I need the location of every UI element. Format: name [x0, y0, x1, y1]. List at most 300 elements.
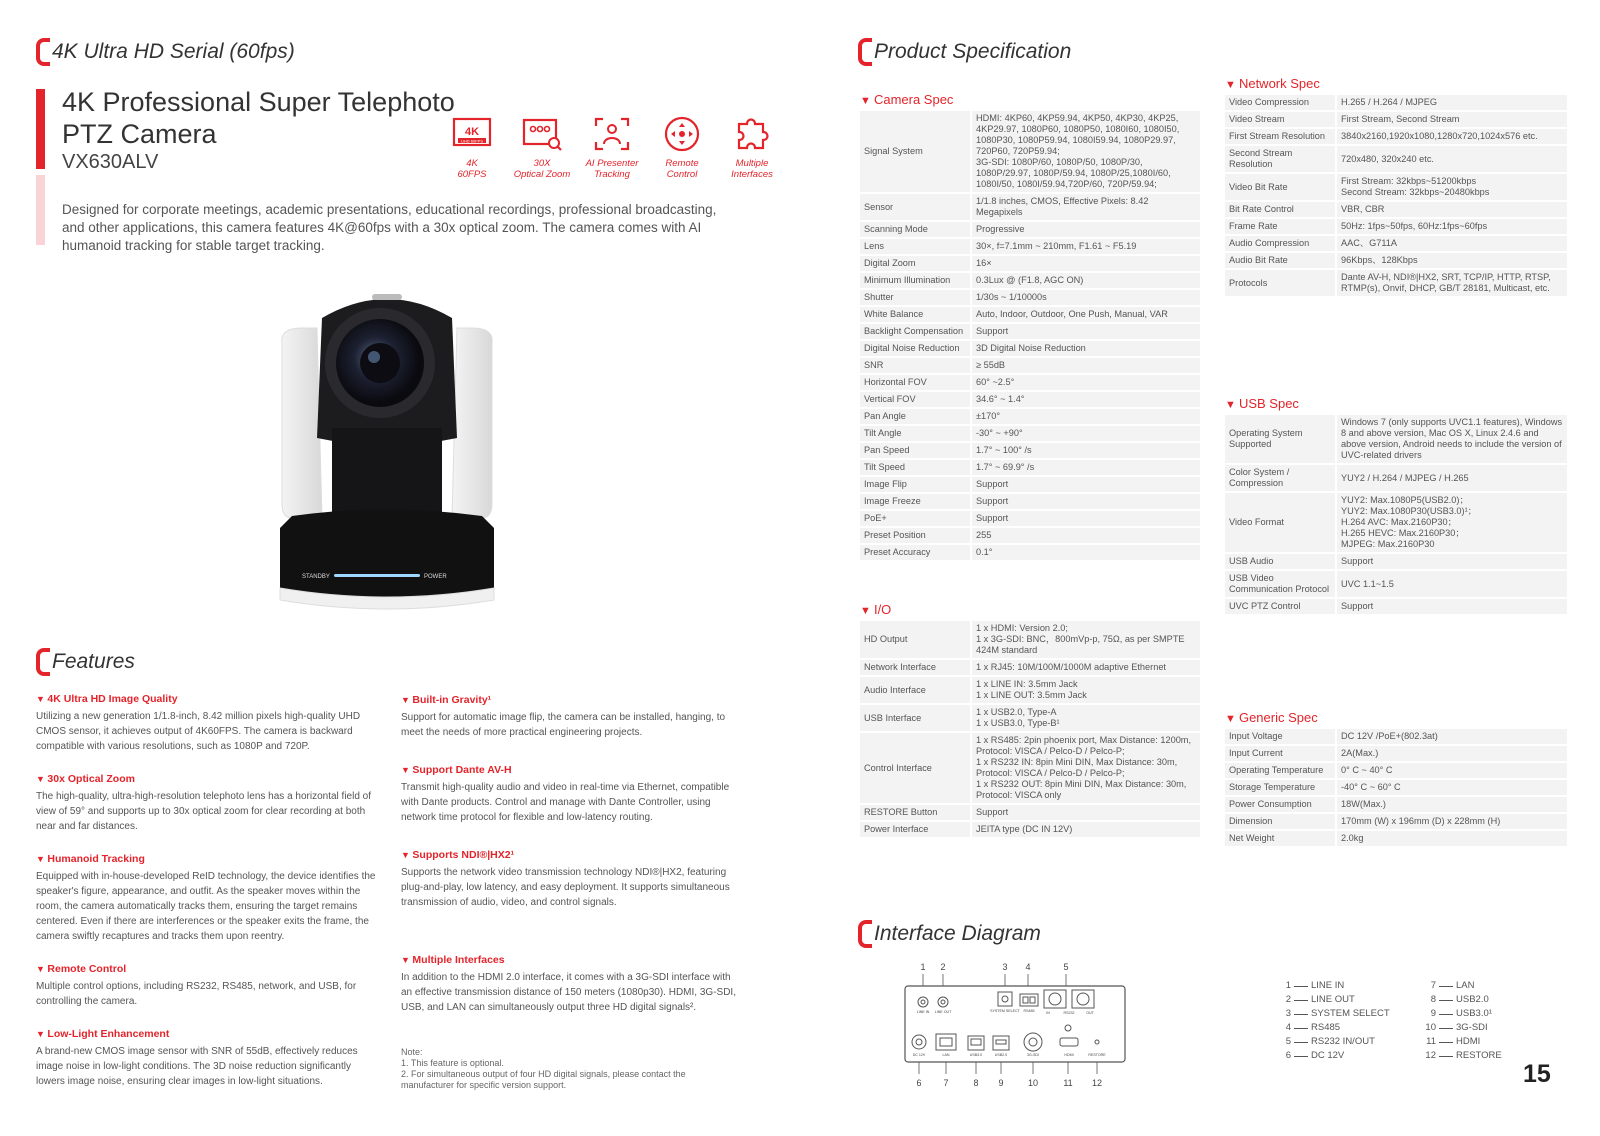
io-spec-table: [860, 619, 1200, 839]
legend-label: LINE OUT: [1311, 994, 1355, 1005]
spec-key: Minimum Illumination: [860, 273, 972, 288]
spec-key: Horizontal FOV: [860, 375, 972, 390]
spec-row: [1225, 236, 1567, 251]
spec-key: Sensor: [860, 194, 972, 220]
spec-key: Bit Rate Control: [1225, 202, 1337, 217]
legend-label: RS232 IN/OUT: [1311, 1036, 1375, 1047]
legend-label: USB3.0¹: [1456, 1008, 1492, 1019]
legend-row: [1277, 1035, 1390, 1049]
legend-number: 6: [1285, 1050, 1291, 1061]
spec-row: [860, 822, 1200, 837]
spec-value: HDMI: 4KP60, 4KP59.94, 4KP50, 4KP30, 4KP25, 4KP29.97, 1080P60, 1080P50, 1080I60, 1080I50, 1080P30, 1080P59.94, 1080I59.94, 1080P29.97, 720P60, 720P59.94; 3G-SDI: 1080P/60, 1080P/50, 1080P/30, 1080P/29.97, 1080P/59.94, 1080P/25,1080I/60, 1080I/50, 1080I/59.94,720P/60, 720P/59.94;: [972, 111, 1200, 192]
spec-value: 0.3Lux @ (F1.8, AGC ON): [972, 273, 1200, 288]
spec-value: DC 12V /PoE+(802.3at): [1337, 729, 1567, 744]
spec-key: Input Voltage: [1225, 729, 1337, 744]
legend-label: DC 12V: [1311, 1050, 1345, 1061]
legend-label: LINE IN: [1311, 980, 1345, 991]
spec-key: White Balance: [860, 307, 972, 322]
diagram-number: 7: [943, 1078, 949, 1088]
feature-icon-remote: [652, 114, 712, 180]
spec-key: Signal System: [860, 111, 972, 192]
spec-row: [860, 677, 1200, 703]
spec-key: Video Bit Rate: [1225, 174, 1337, 200]
feature-body: In addition to the HDMI 2.0 interface, it comes with a 3G-SDI interface with an effective transmission distance of 150 meters (1080p30). HDMI, 3G-SDI, USB, and LAN can simultaneously output three HD digital signals².: [401, 972, 736, 1013]
diagram-number: 3: [1002, 962, 1008, 972]
spec-value: Support: [972, 511, 1200, 526]
port-label: RS232: [1063, 1011, 1075, 1015]
feature-item: [36, 1028, 376, 1089]
feature-body: The high-quality, ultra-high-resolution telephoto lens has a horizontal field of view of 59° and supports up to 30x optical zoom for clear recording at both near and far distances.: [36, 791, 372, 832]
port-label: RESTORE: [1088, 1053, 1106, 1057]
spec-value: ≥ 55dB: [972, 358, 1200, 373]
spec-row: [860, 660, 1200, 675]
port-label: OUT: [1086, 1011, 1094, 1015]
spec-row: [1225, 763, 1567, 778]
bracket-icon: [36, 648, 50, 676]
spec-row: [1225, 831, 1567, 846]
spec-value: 1 x USB2.0, Type-A 1 x USB3.0, Type-B¹: [972, 705, 1200, 731]
spec-row: [1225, 253, 1567, 268]
spec-key: Protocols: [1225, 270, 1337, 296]
puzzle-icon: [731, 114, 773, 154]
legend-dash: [1439, 1000, 1453, 1001]
spec-row: [1225, 174, 1567, 200]
spec-value: Auto, Indoor, Outdoor, One Push, Manual, VAR: [972, 307, 1200, 322]
legend-dash: [1294, 1056, 1308, 1057]
spec-key: Scanning Mode: [860, 222, 972, 237]
spec-key: Frame Rate: [1225, 219, 1337, 234]
spec-row: [860, 705, 1200, 731]
spec-value: 1 x RS485: 2pin phoenix port, Max Distance: 1200m, Protocol: VISCA / Pelco-D / Pelco-P; 1 x RS232 IN: 8pin Mini DIN, Max Distance: 30m, Protocol: VISCA / Pelco-D / Pelco-P; 1 x RS232 OUT: 8pin Mini DIN, Max Distance: 30m, Protocol: VISCA only: [972, 733, 1200, 803]
port-label: IN: [1046, 1011, 1050, 1015]
spec-value: Support: [1337, 554, 1567, 569]
series-title: [36, 38, 295, 66]
spec-row: [860, 545, 1200, 560]
spec-key: Tilt Speed: [860, 460, 972, 475]
generic-spec-table: [1225, 727, 1567, 848]
spec-row: [1225, 95, 1567, 110]
spec-key: Preset Accuracy: [860, 545, 972, 560]
spec-value: 16×: [972, 256, 1200, 271]
spec-section-title: ▼ Generic Spec: [1225, 710, 1567, 725]
diagram-number: 10: [1027, 1078, 1039, 1088]
spec-value: UVC 1.1~1.5: [1337, 571, 1567, 597]
spec-key: Lens: [860, 239, 972, 254]
spec-value: 720x480, 320x240 etc.: [1337, 146, 1567, 172]
usb-spec-table: [1225, 413, 1567, 616]
feature-icon-zoom: [512, 114, 572, 180]
spec-row: [1225, 729, 1567, 744]
spec-row: [1225, 465, 1567, 491]
spec-value: 1.7° ~ 100° /s: [972, 443, 1200, 458]
spec-value: First Stream, Second Stream: [1337, 112, 1567, 127]
title-accent-bar: [36, 89, 45, 169]
spec-value: VBR, CBR: [1337, 202, 1567, 217]
legend-number: 5: [1285, 1036, 1291, 1047]
feature-icon-label: Multiple Interfaces: [731, 158, 773, 180]
spec-title: [858, 38, 1071, 66]
spec-key: Backlight Compensation: [860, 324, 972, 339]
port-label: USB2.0: [994, 1053, 1008, 1057]
spec-value: 2A(Max.): [1337, 746, 1567, 761]
spec-value: H.265 / H.264 / MJPEG: [1337, 95, 1567, 110]
feature-title: ▼ Supports NDI®|HX2¹: [401, 849, 741, 861]
spec-key: Power Interface: [860, 822, 972, 837]
power-label: POWER: [424, 574, 447, 580]
footnote: Note: 1. This feature is optional. 2. For simultaneous output of four HD digital signals, please contact the manufacturer for specific version support.: [401, 1047, 686, 1090]
legend-dash: [1294, 1028, 1308, 1029]
legend-label: RESTORE: [1456, 1050, 1502, 1061]
feature-item: [36, 773, 376, 834]
spec-value: 3D Digital Noise Reduction: [972, 341, 1200, 356]
spec-value: 96Kbps、128Kbps: [1337, 253, 1567, 268]
spec-row: [860, 324, 1200, 339]
spec-key: PoE+: [860, 511, 972, 526]
spec-value: 2.0kg: [1337, 831, 1567, 846]
spec-value: -30° ~ +90°: [972, 426, 1200, 441]
spec-key: USB Audio: [1225, 554, 1337, 569]
spec-row: [1225, 129, 1567, 144]
feature-icon-label: Remote Control: [665, 158, 699, 180]
spec-value: 1 x LINE IN: 3.5mm Jack 1 x LINE OUT: 3.5mm Jack: [972, 677, 1200, 703]
interface-diagram: [900, 960, 1160, 1090]
feature-title: ▼ Support Dante AV-H: [401, 764, 741, 776]
legend-number: 11: [1426, 1036, 1436, 1047]
legend-row: [1277, 1021, 1390, 1035]
legend-dash: [1439, 1056, 1453, 1057]
legend-dash: [1294, 1042, 1308, 1043]
spec-row: [860, 494, 1200, 509]
standby-label: STANDBY: [302, 574, 330, 580]
port-label: SYSTEM SELECT: [990, 1009, 1020, 1013]
spec-row: [860, 194, 1200, 220]
interface-title-text: Interface Diagram: [874, 922, 1041, 945]
legend-row: [1277, 979, 1390, 993]
features-right-column: [401, 694, 741, 1034]
spec-value: YUY2: Max.1080P5(USB2.0)； YUY2: Max.1080P30(USB3.0)¹； H.264 AVC: Max.2160P30； H.265 HEVC: Max.2160P30； MJPEG: Max.2160P30: [1337, 493, 1567, 552]
spec-row: [860, 111, 1200, 192]
legend-label: HDMI: [1456, 1036, 1481, 1047]
feature-title: ▼ Built-in Gravity¹: [401, 694, 741, 706]
spec-key: RESTORE Button: [860, 805, 972, 820]
spec-key: Digital Noise Reduction: [860, 341, 972, 356]
feature-item: [36, 963, 376, 1009]
spec-key: Dimension: [1225, 814, 1337, 829]
spec-row: [860, 358, 1200, 373]
spec-key: Video Compression: [1225, 95, 1337, 110]
spec-key: Audio Compression: [1225, 236, 1337, 251]
spec-key: Net Weight: [1225, 831, 1337, 846]
spec-key: Power Consumption: [1225, 797, 1337, 812]
spec-value: 0° C ~ 40° C: [1337, 763, 1567, 778]
spec-key: Audio Bit Rate: [1225, 253, 1337, 268]
legend-number: 10: [1425, 1022, 1436, 1033]
spec-row: [860, 426, 1200, 441]
spec-key: Operating Temperature: [1225, 763, 1337, 778]
spec-key: Image Freeze: [860, 494, 972, 509]
legend-row: [1422, 1021, 1502, 1035]
feature-title: ▼ Low-Light Enhancement: [36, 1028, 376, 1040]
feature-title: ▼ 30x Optical Zoom: [36, 773, 376, 785]
feature-item: [401, 954, 741, 1015]
camera-spec-table: [860, 109, 1200, 562]
legend-dash: [1439, 986, 1453, 987]
spec-key: Control Interface: [860, 733, 972, 803]
port-label: HDMI: [1064, 1053, 1074, 1057]
spec-key: Tilt Angle: [860, 426, 972, 441]
spec-row: [860, 375, 1200, 390]
spec-value: 30×, f=7.1mm ~ 210mm, F1.61 ~ F5.19: [972, 239, 1200, 254]
feature-icon-label: AI Presenter Tracking: [585, 158, 639, 180]
diagram-number: 11: [1063, 1078, 1073, 1088]
spec-row: [860, 273, 1200, 288]
spec-value: 34.6° ~ 1.4°: [972, 392, 1200, 407]
spec-key: Network Interface: [860, 660, 972, 675]
legend-label: 3G-SDI: [1456, 1022, 1488, 1033]
feature-title: ▼ 4K Ultra HD Image Quality: [36, 693, 376, 705]
spec-value: 3840x2160,1920x1080,1280x720,1024x576 etc.: [1337, 129, 1567, 144]
spec-row: [860, 409, 1200, 424]
feature-item: [36, 693, 376, 754]
feature-icon-label: 30X Optical Zoom: [513, 158, 571, 180]
feature-icons: [442, 114, 782, 180]
spec-row: [860, 392, 1200, 407]
spec-value: 1/1.8 inches, CMOS, Effective Pixels: 8.42 Megapixels: [972, 194, 1200, 220]
diagram-number: 12: [1091, 1078, 1103, 1088]
legend-dash: [1294, 986, 1308, 987]
generic-spec-section: [1225, 710, 1567, 848]
spec-key: Second Stream Resolution: [1225, 146, 1337, 172]
spec-value: 50Hz: 1fps~50fps, 60Hz:1fps~60fps: [1337, 219, 1567, 234]
spec-row: [860, 528, 1200, 543]
spec-value: Support: [972, 477, 1200, 492]
bracket-icon: [36, 38, 50, 66]
spec-key: Vertical FOV: [860, 392, 972, 407]
spec-key: Pan Angle: [860, 409, 972, 424]
features-left-column: [36, 693, 376, 1108]
feature-body: Support for automatic image flip, the camera can be installed, hanging, to meet the needs of more practical engineering projects.: [401, 712, 726, 738]
spec-row: [860, 477, 1200, 492]
feature-icon-interfaces: [722, 114, 782, 180]
feature-body: Equipped with in-house-developed ReID technology, the device identifies the speaker's figure, appearance, and outfit. As the speaker moves within the room, the camera automatically tracks them, ensuring the target remains centered. Even if there are interferences or the speaker exits the frame, the camera swiftly recaptures and tracks them upon reentry.: [36, 871, 376, 942]
spec-row: [860, 307, 1200, 322]
network-spec-table: [1225, 93, 1567, 298]
spec-value: 0.1°: [972, 545, 1200, 560]
tracking-icon: [591, 114, 633, 154]
port-label: USB3.0: [969, 1053, 983, 1057]
spec-value: YUY2 / H.264 / MJPEG / H.265: [1337, 465, 1567, 491]
spec-value: 1/30s ~ 1/10000s: [972, 290, 1200, 305]
spec-key: Operating System Supported: [1225, 415, 1337, 463]
interface-diagram-title: [858, 920, 1041, 948]
spec-title-text: Product Specification: [874, 40, 1072, 63]
feature-icon-tracking: [582, 114, 642, 180]
spec-value: Progressive: [972, 222, 1200, 237]
spec-key: Image Flip: [860, 477, 972, 492]
network-spec-section: [1225, 76, 1567, 298]
spec-row: [860, 733, 1200, 803]
legend-row: [1422, 1049, 1502, 1063]
legend-number: 1: [1285, 980, 1291, 991]
spec-value: 1 x HDMI: Version 2.0; 1 x 3G-SDI: BNC，800mVp-p, 75Ω, as per SMPTE 424M standard: [972, 621, 1200, 658]
legend-row: [1277, 1007, 1390, 1021]
diagram-number: 5: [1063, 962, 1069, 972]
spec-value: JEITA type (DC IN 12V): [972, 822, 1200, 837]
legend-number: 2: [1285, 994, 1291, 1005]
io-spec-section: [860, 602, 1200, 839]
spec-key: HD Output: [860, 621, 972, 658]
spec-section-title: ▼ Camera Spec: [860, 92, 1200, 107]
port-label: RS485: [1023, 1009, 1035, 1013]
legend-row: [1277, 993, 1390, 1007]
feature-body: Supports the network video transmission technology NDI®|HX2, featuring plug-and-play, low latency, and easy deployment. It supports simultaneous transmission of audio, video, and control signals.: [401, 867, 730, 908]
legend-label: LAN: [1456, 980, 1475, 991]
spec-row: [860, 256, 1200, 271]
feature-icon-label: 4K 60FPS: [457, 158, 487, 180]
spec-row: [1225, 554, 1567, 569]
spec-section-title: ▼ USB Spec: [1225, 396, 1567, 411]
spec-row: [1225, 599, 1567, 614]
spec-row: [1225, 270, 1567, 296]
port-label: LINE OUT: [934, 1010, 952, 1014]
features-title-text: Features: [52, 650, 135, 673]
spec-row: [1225, 493, 1567, 552]
spec-value: Support: [1337, 599, 1567, 614]
spec-value: First Stream: 32kbps~51200kbps Second Stream: 32kbps~20480kbps: [1337, 174, 1567, 200]
spec-row: [860, 341, 1200, 356]
spec-value: AAC、G711A: [1337, 236, 1567, 251]
spec-value: Support: [972, 324, 1200, 339]
spec-row: [1225, 571, 1567, 597]
legend-right: [1422, 979, 1502, 1063]
feature-body: Utilizing a new generation 1/1.8-inch, 8.42 million pixels high-quality UHD CMOS sensor, it achieves output of 4K60FPS. The camera is backward compatible with various resolutions, such as 1080P and 720P.: [36, 711, 361, 752]
product-title: 4K Professional Super Telephoto PTZ Camera: [62, 87, 455, 149]
spec-row: [860, 621, 1200, 658]
spec-key: Input Current: [1225, 746, 1337, 761]
feature-icon-4k: [442, 114, 502, 180]
diagram-number: 4: [1025, 962, 1031, 972]
spec-row: [860, 239, 1200, 254]
spec-row: [1225, 112, 1567, 127]
legend-number: 9: [1430, 1008, 1436, 1019]
spec-key: UVC PTZ Control: [1225, 599, 1337, 614]
spec-key: Storage Temperature: [1225, 780, 1337, 795]
legend-left: [1277, 979, 1390, 1063]
spec-row: [1225, 780, 1567, 795]
legend-row: [1422, 1007, 1502, 1021]
bracket-icon: [858, 920, 872, 948]
spec-key: USB Video Communication Protocol: [1225, 571, 1337, 597]
spec-value: -40° C ~ 60° C: [1337, 780, 1567, 795]
4k-uhd-icon: [451, 114, 493, 154]
legend-row: [1422, 979, 1502, 993]
diagram-number: 9: [998, 1078, 1004, 1088]
spec-value: ±170°: [972, 409, 1200, 424]
spec-row: [1225, 219, 1567, 234]
spec-key: Digital Zoom: [860, 256, 972, 271]
description-accent-bar: [36, 175, 45, 245]
legend-label: SYSTEM SELECT: [1311, 1008, 1390, 1019]
spec-key: Color System / Compression: [1225, 465, 1337, 491]
spec-value: Dante AV-H, NDI®|HX2, SRT, TCP/IP, HTTP, RTSP, RTMP(s), Onvif, DHCP, GB/T 28181, Multicast, etc.: [1337, 270, 1567, 296]
diagram-number: 8: [973, 1078, 979, 1088]
spec-value: Support: [972, 805, 1200, 820]
spec-row: [860, 805, 1200, 820]
spec-key: Video Format: [1225, 493, 1337, 552]
spec-row: [1225, 415, 1567, 463]
spec-section-title: ▼ I/O: [860, 602, 1200, 617]
diagram-number: 2: [940, 962, 946, 972]
page-number: 15: [1523, 1060, 1551, 1088]
spec-row: [1225, 746, 1567, 761]
legend-label: RS485: [1311, 1022, 1341, 1033]
4k-icon-text: 4K: [464, 126, 480, 138]
legend-dash: [1439, 1042, 1453, 1043]
spec-value: 170mm (W) x 196mm (D) x 228mm (H): [1337, 814, 1567, 829]
legend-dash: [1294, 1014, 1308, 1015]
diagram-number: 6: [916, 1078, 922, 1088]
feature-item: [401, 764, 741, 825]
spec-key: Shutter: [860, 290, 972, 305]
spec-row: [1225, 797, 1567, 812]
legend-row: [1422, 1035, 1502, 1049]
diagram-number: 1: [920, 962, 926, 972]
bracket-icon: [858, 38, 872, 66]
legend-number: 12: [1425, 1050, 1436, 1061]
spec-row: [860, 222, 1200, 237]
port-label: 3G-SDI: [1027, 1053, 1039, 1057]
legend-number: 3: [1285, 1008, 1291, 1019]
remote-control-icon: [661, 114, 703, 154]
spec-key: USB Interface: [860, 705, 972, 731]
spec-row: [860, 443, 1200, 458]
model-number: VX630ALV: [62, 151, 159, 173]
legend-dash: [1439, 1014, 1453, 1015]
legend-number: 4: [1285, 1022, 1291, 1033]
feature-body: Multiple control options, including RS232, RS485, network, and USB, for controlling the camera.: [36, 981, 357, 1007]
spec-key: Video Stream: [1225, 112, 1337, 127]
spec-row: [860, 460, 1200, 475]
feature-body: Transmit high-quality audio and video in real-time via Ethernet, compatible with Dante products. Control and manage with Dante Controller, using network time protocol for flexible and low-latency routing.: [401, 782, 730, 823]
legend-row: [1277, 1049, 1390, 1063]
spec-key: First Stream Resolution: [1225, 129, 1337, 144]
feature-body: A brand-new CMOS image sensor with SNR of 55dB, effectively reduces image noise in low-light conditions. The 3D noise reduction significantly lowers image noise, ensuring clear images in low-light situations.: [36, 1046, 358, 1087]
camera-spec-section: [860, 92, 1200, 562]
features-title: [36, 648, 135, 676]
legend-number: 7: [1430, 980, 1436, 991]
spec-value: 1 x RJ45: 10M/100M/1000M adaptive Ethernet: [972, 660, 1200, 675]
port-label: LAN: [942, 1053, 950, 1057]
feature-item: [401, 694, 741, 740]
feature-item: [401, 849, 741, 910]
spec-key: Audio Interface: [860, 677, 972, 703]
spec-row: [860, 290, 1200, 305]
series-title-text: 4K Ultra HD Serial (60fps): [52, 40, 295, 63]
feature-title: ▼ Remote Control: [36, 963, 376, 975]
legend-number: 8: [1430, 994, 1436, 1005]
spec-value: 60° ~2.5°: [972, 375, 1200, 390]
spec-key: Preset Position: [860, 528, 972, 543]
spec-key: Pan Speed: [860, 443, 972, 458]
usb-spec-section: [1225, 396, 1567, 616]
spec-value: Support: [972, 494, 1200, 509]
product-description: Designed for corporate meetings, academic presentations, educational recordings, professional broadcasting, and other applications, this camera features 4K@60fps with a 30x optical zoom. The camera comes with AI humanoid tracking for stable target tracking.: [62, 202, 717, 253]
port-label: LINE IN: [916, 1010, 930, 1014]
ptz-camera-image: [262, 288, 512, 620]
zoom-icon: [521, 114, 563, 154]
feature-title: ▼ Multiple Interfaces: [401, 954, 741, 966]
spec-value: 1.7° ~ 69.9° /s: [972, 460, 1200, 475]
